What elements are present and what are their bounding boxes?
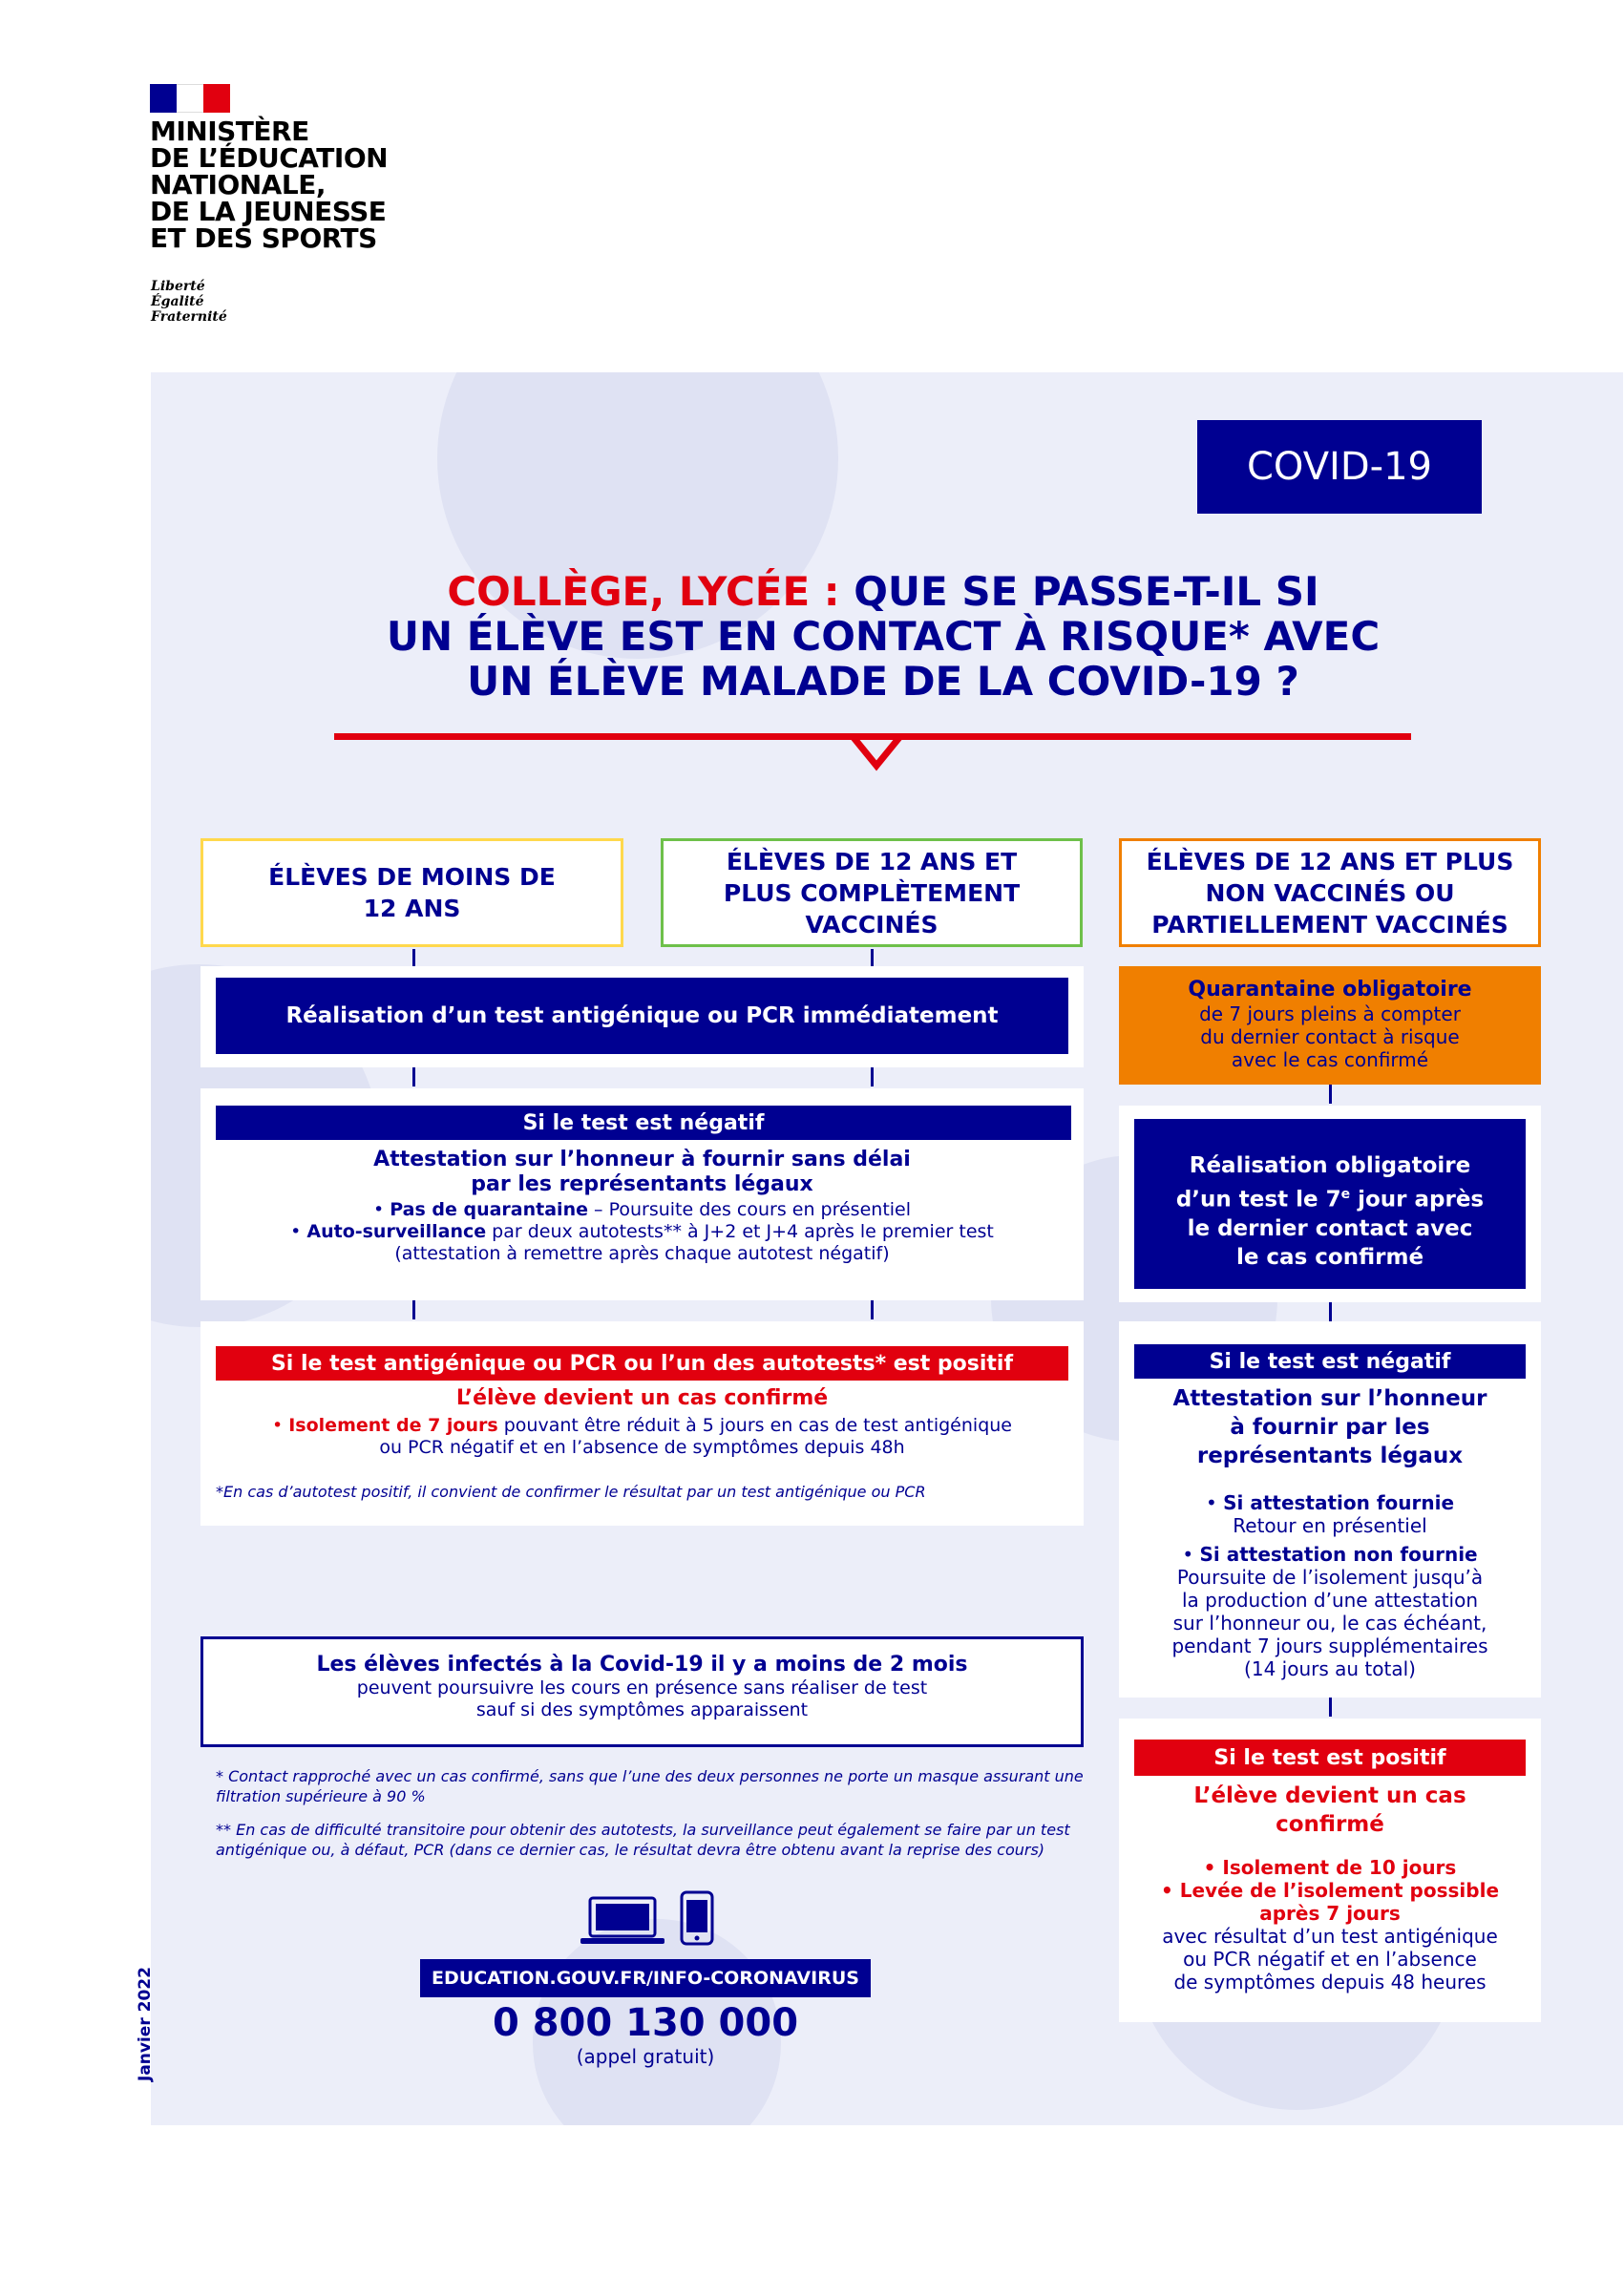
- footnote-contact: * Contact rapproché avec un cas confirmé, sans que l’une des deux personnes ne porte un masque assurant une filtration supérieure à 90 %: [216, 1767, 1084, 1805]
- flow-connector: [1329, 1302, 1332, 1321]
- isolation-lift-condition: avec résultat d’un test antigénique: [1162, 1925, 1498, 1948]
- ministry-name: MINISTÈRE DE L’ÉDUCATION NATIONALE, DE LA JEUNESSE ET DES SPORTS: [150, 116, 389, 254]
- column-header-under-12: ÉLÈVES DE MOINS DE 12 ANS: [200, 838, 623, 947]
- column-header-12-plus-unvaccinated: ÉLÈVES DE 12 ANS ET PLUS NON VACCINÉS OU PARTIELLEMENT VACCINÉS: [1119, 838, 1541, 947]
- day7-test-banner: Réalisation obligatoire d’un test le 7e jour après le dernier contact avec le cas confirmé: [1134, 1119, 1526, 1289]
- right-negative-step: [1119, 1321, 1541, 1698]
- immediate-test-step: [200, 966, 1084, 1067]
- covid-19-badge: COVID-19: [1197, 420, 1482, 514]
- no-quarantine-bullet: • Pas de quarantaine – Poursuite des cours en présentiel: [372, 1199, 912, 1220]
- isolation-bullet-continued: ou PCR négatif et en l’absence de symptômes depuis 48h: [379, 1437, 905, 1458]
- attestation-missing-detail: sur l’honneur ou, le cas échéant,: [1172, 1612, 1487, 1635]
- negative-result-banner: Si le test est négatif: [216, 1106, 1071, 1140]
- isolation-10-days-bullet: • Isolement de 10 jours: [1203, 1856, 1457, 1879]
- smartphone-icon: [680, 1890, 714, 1946]
- flow-connector: [871, 1067, 874, 1086]
- self-test-positive-note: *En cas d’autotest positif, il convient de confirmer le résultat par un test antigénique ou PCR: [216, 1483, 926, 1501]
- attestation-missing-detail: Poursuite de l’isolement jusqu’à: [1176, 1566, 1484, 1589]
- isolation-lift-bullet-continued: après 7 jours: [1259, 1902, 1401, 1925]
- confirmed-case-title: L’élève devient un cas confirmé: [455, 1386, 829, 1410]
- quarantine-line: du dernier contact à risque: [1200, 1025, 1460, 1048]
- publication-date: Janvier 2022: [136, 1967, 155, 2081]
- info-coronavirus-url[interactable]: EDUCATION.GOUV.FR/INFO-CORONAVIRUS: [420, 1959, 871, 1997]
- isolation-lift-condition: de symptômes depuis 48 heures: [1173, 1971, 1487, 1993]
- republique-francaise-flag-logo: [150, 84, 230, 113]
- positive-result-banner: Si le test antigénique ou PCR ou l’un des autotests* est positif: [216, 1346, 1068, 1381]
- honor-attestation-subtitle: par les représentants légaux: [471, 1172, 813, 1196]
- flow-connector: [1329, 1085, 1332, 1104]
- isolation-bullet: • Isolement de 7 jours pouvant être réduit à 5 jours en cas de test antigénique: [271, 1415, 1012, 1436]
- flow-connector: [412, 1300, 415, 1319]
- attestation-missing-detail: pendant 7 jours supplémentaires: [1171, 1635, 1488, 1657]
- flow-connector: [1329, 1698, 1332, 1717]
- quarantine-line: avec le cas confirmé: [1231, 1048, 1429, 1071]
- self-testing-bullet: • Auto-surveillance par deux autotests** à J+2 et J+4 après le premier test: [290, 1221, 994, 1242]
- column-header-12-plus-vaccinated: ÉLÈVES DE 12 ANS ET PLUS COMPLÈTEMENT VACCINÉS: [661, 838, 1083, 947]
- laptop-icon: [579, 1896, 666, 1946]
- page-title: COLLÈGE, LYCÉE : QUE SE PASSE-T-IL SI UN ÉLÈVE EST EN CONTACT À RISQUE* AVEC UN ÉLÈVE MALADE DE LA COVID-19 ?: [386, 568, 1381, 705]
- quarantine-step: [1119, 966, 1541, 1085]
- footnote-autotests: ** En cas de difficulté transitoire pour obtenir des autotests, la surveillance peut également se faire par un test antigénique ou, à défaut, PCR (dans ce dernier cas, le résultat devra être obtenu avant la reprise des cours): [216, 1821, 1070, 1859]
- self-testing-note: (attestation à remettre après chaque autotest négatif): [394, 1243, 890, 1264]
- flow-connector: [871, 949, 874, 968]
- republic-motto: Liberté Égalité Fraternité: [151, 279, 227, 325]
- right-positive-step: [1119, 1719, 1541, 2022]
- right-negative-banner: Si le test est négatif: [1134, 1344, 1526, 1379]
- recently-infected-line: peuvent poursuivre les cours en présence sans réaliser de test: [356, 1677, 928, 1698]
- recently-infected-line: sauf si des symptômes apparaissent: [475, 1699, 809, 1720]
- attestation-provided-bullet: • Si attestation fournie: [1205, 1491, 1455, 1514]
- negative-result-step: [200, 1088, 1084, 1300]
- right-attestation-title: Attestation sur l’honneur à fournir par les représentants légaux: [1172, 1386, 1487, 1468]
- phone-note: (appel gratuit): [576, 2045, 715, 2068]
- immediate-test-banner: Réalisation d’un test antigénique ou PCR immédiatement: [216, 978, 1068, 1054]
- flow-connector: [412, 949, 415, 968]
- day7-test-step: [1119, 1106, 1541, 1302]
- phone-number[interactable]: 0 800 130 000: [492, 2001, 799, 2045]
- positive-result-step: [200, 1321, 1084, 1526]
- right-positive-banner: Si le test est positif: [1134, 1740, 1526, 1776]
- quarantine-title: Quarantaine obligatoire: [1188, 978, 1472, 1002]
- recently-infected-title: Les élèves infectés à la Covid-19 il y a moins de 2 mois: [316, 1653, 968, 1677]
- right-confirmed-case-title: L’élève devient un cas confirmé: [1193, 1783, 1466, 1837]
- quarantine-line: de 7 jours pleins à compter: [1199, 1002, 1461, 1025]
- isolation-lift-condition: ou PCR négatif et en l’absence: [1183, 1948, 1477, 1971]
- attestation-missing-detail: la production d’une attestation: [1181, 1589, 1479, 1612]
- isolation-lift-bullet: • Levée de l’isolement possible: [1160, 1879, 1500, 1902]
- attestation-missing-detail: (14 jours au total): [1244, 1657, 1416, 1680]
- attestation-missing-bullet: • Si attestation non fournie: [1182, 1543, 1478, 1566]
- flow-connector: [412, 1067, 415, 1086]
- attestation-provided-detail: Retour en présentiel: [1233, 1514, 1427, 1537]
- flow-connector: [871, 1300, 874, 1319]
- recently-infected-box: [200, 1636, 1084, 1747]
- honor-attestation-title: Attestation sur l’honneur à fournir sans délai: [373, 1148, 911, 1171]
- title-chevron-icon: [850, 733, 903, 771]
